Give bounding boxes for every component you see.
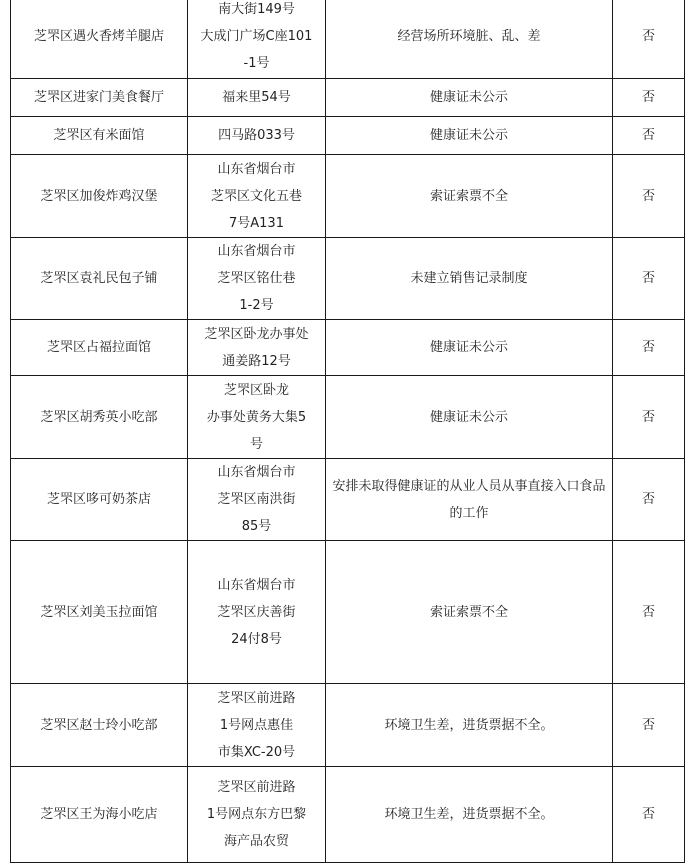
address-line: 四马路033号 [218, 128, 295, 143]
address-line: 1号网点东方巴黎 [206, 807, 307, 822]
business-address [188, 684, 326, 767]
business-name: 芝罘区胡秀英小吃部 [11, 376, 188, 459]
address-line: 山东省烟台市 [217, 577, 296, 593]
violation-issue: 安排未取得健康证的从业人员从事直接入口食品的工作 [326, 459, 613, 541]
address-line: 1-2号 [239, 298, 274, 313]
business-name: 芝罘区哆可奶茶店 [11, 459, 188, 541]
business-address [188, 238, 326, 320]
violation-issue: 健康证未公示 [326, 320, 613, 376]
table-row [11, 459, 685, 541]
address-line: 24付8号 [231, 631, 282, 647]
business-name: 芝罘区赵士玲小吃部 [11, 684, 188, 767]
result-flag: 否 [613, 684, 685, 767]
violation-issue: 环境卫生差，进货票据不全。 [326, 684, 613, 767]
result-flag: 否 [613, 238, 685, 320]
address-line: 大成门广场C座101 [200, 29, 313, 44]
table-row [11, 238, 685, 320]
business-address [188, 541, 326, 684]
address-line: 山东省烟台市 [217, 465, 296, 480]
address-line: 芝罘区卧龙办事处 [204, 326, 309, 342]
table-row [11, 541, 685, 684]
violation-issue: 经营场所环境脏、乱、差 [326, 0, 613, 79]
business-name: 芝罘区遇火香烤羊腿店 [11, 0, 188, 79]
table-row [11, 684, 685, 767]
address-line: -1号 [243, 56, 270, 71]
address-line: 芝罘区文化五巷 [210, 188, 302, 204]
address-line: 1号网点惠佳 [219, 717, 294, 733]
address-line: 通姜路12号 [222, 353, 291, 369]
address-line: 芝罘区卧龙 [223, 382, 289, 398]
business-address [188, 117, 326, 155]
table-row [11, 117, 685, 155]
violation-issue: 环境卫生差，进货票据不全。 [326, 767, 613, 863]
violation-issue: 健康证未公示 [326, 376, 613, 459]
address-line: 办事处黄务大集5 [206, 409, 307, 425]
violation-issue: 健康证未公示 [326, 79, 613, 117]
address-line: 南大街149号 [218, 2, 295, 17]
address-line: 福来里54号 [222, 90, 291, 105]
violation-issue: 索证索票不全 [326, 155, 613, 238]
business-name: 芝罘区加俊炸鸡汉堡 [11, 155, 188, 238]
violation-issue: 索证索票不全 [326, 541, 613, 684]
result-flag: 否 [613, 459, 685, 541]
table-row [11, 767, 685, 863]
address-line: 7号A131 [229, 215, 284, 231]
address-line: 芝罘区前进路 [217, 780, 296, 795]
address-line: 85号 [241, 519, 272, 534]
result-flag: 否 [613, 79, 685, 117]
business-name: 芝罘区占福拉面馆 [11, 320, 188, 376]
result-flag: 否 [613, 376, 685, 459]
result-flag: 否 [613, 320, 685, 376]
business-address [188, 376, 326, 459]
business-address [188, 767, 326, 863]
address-line: 海产品农贸 [223, 834, 289, 849]
table-row [11, 155, 685, 238]
violation-issue: 健康证未公示 [326, 117, 613, 155]
result-flag: 否 [613, 767, 685, 863]
business-name: 芝罘区王为海小吃店 [11, 767, 188, 863]
business-address [188, 79, 326, 117]
table-row [11, 0, 685, 79]
table-row [11, 320, 685, 376]
business-address [188, 320, 326, 376]
inspection-table [10, 0, 685, 863]
result-flag: 否 [613, 155, 685, 238]
address-line: 芝罘区南洪街 [217, 492, 296, 507]
address-line: 芝罘区前进路 [217, 690, 296, 706]
table-row [11, 376, 685, 459]
result-flag: 否 [613, 117, 685, 155]
violation-issue: 未建立销售记录制度 [326, 238, 613, 320]
address-line: 号 [249, 436, 263, 452]
business-address [188, 0, 326, 79]
table-row [11, 79, 685, 117]
business-name: 芝罘区有米面馆 [11, 117, 188, 155]
address-line: 芝罘区铭仕巷 [217, 271, 296, 286]
business-name: 芝罘区袁礼民包子铺 [11, 238, 188, 320]
business-name: 芝罘区进家门美食餐厅 [11, 79, 188, 117]
business-address [188, 459, 326, 541]
address-line: 山东省烟台市 [217, 244, 296, 259]
address-line: 市集XC-20号 [217, 744, 296, 760]
business-address [188, 155, 326, 238]
result-flag: 否 [613, 541, 685, 684]
address-line: 芝罘区庆善街 [217, 604, 296, 620]
address-line: 山东省烟台市 [217, 161, 296, 177]
business-name: 芝罘区刘美玉拉面馆 [11, 541, 188, 684]
result-flag: 否 [613, 0, 685, 79]
